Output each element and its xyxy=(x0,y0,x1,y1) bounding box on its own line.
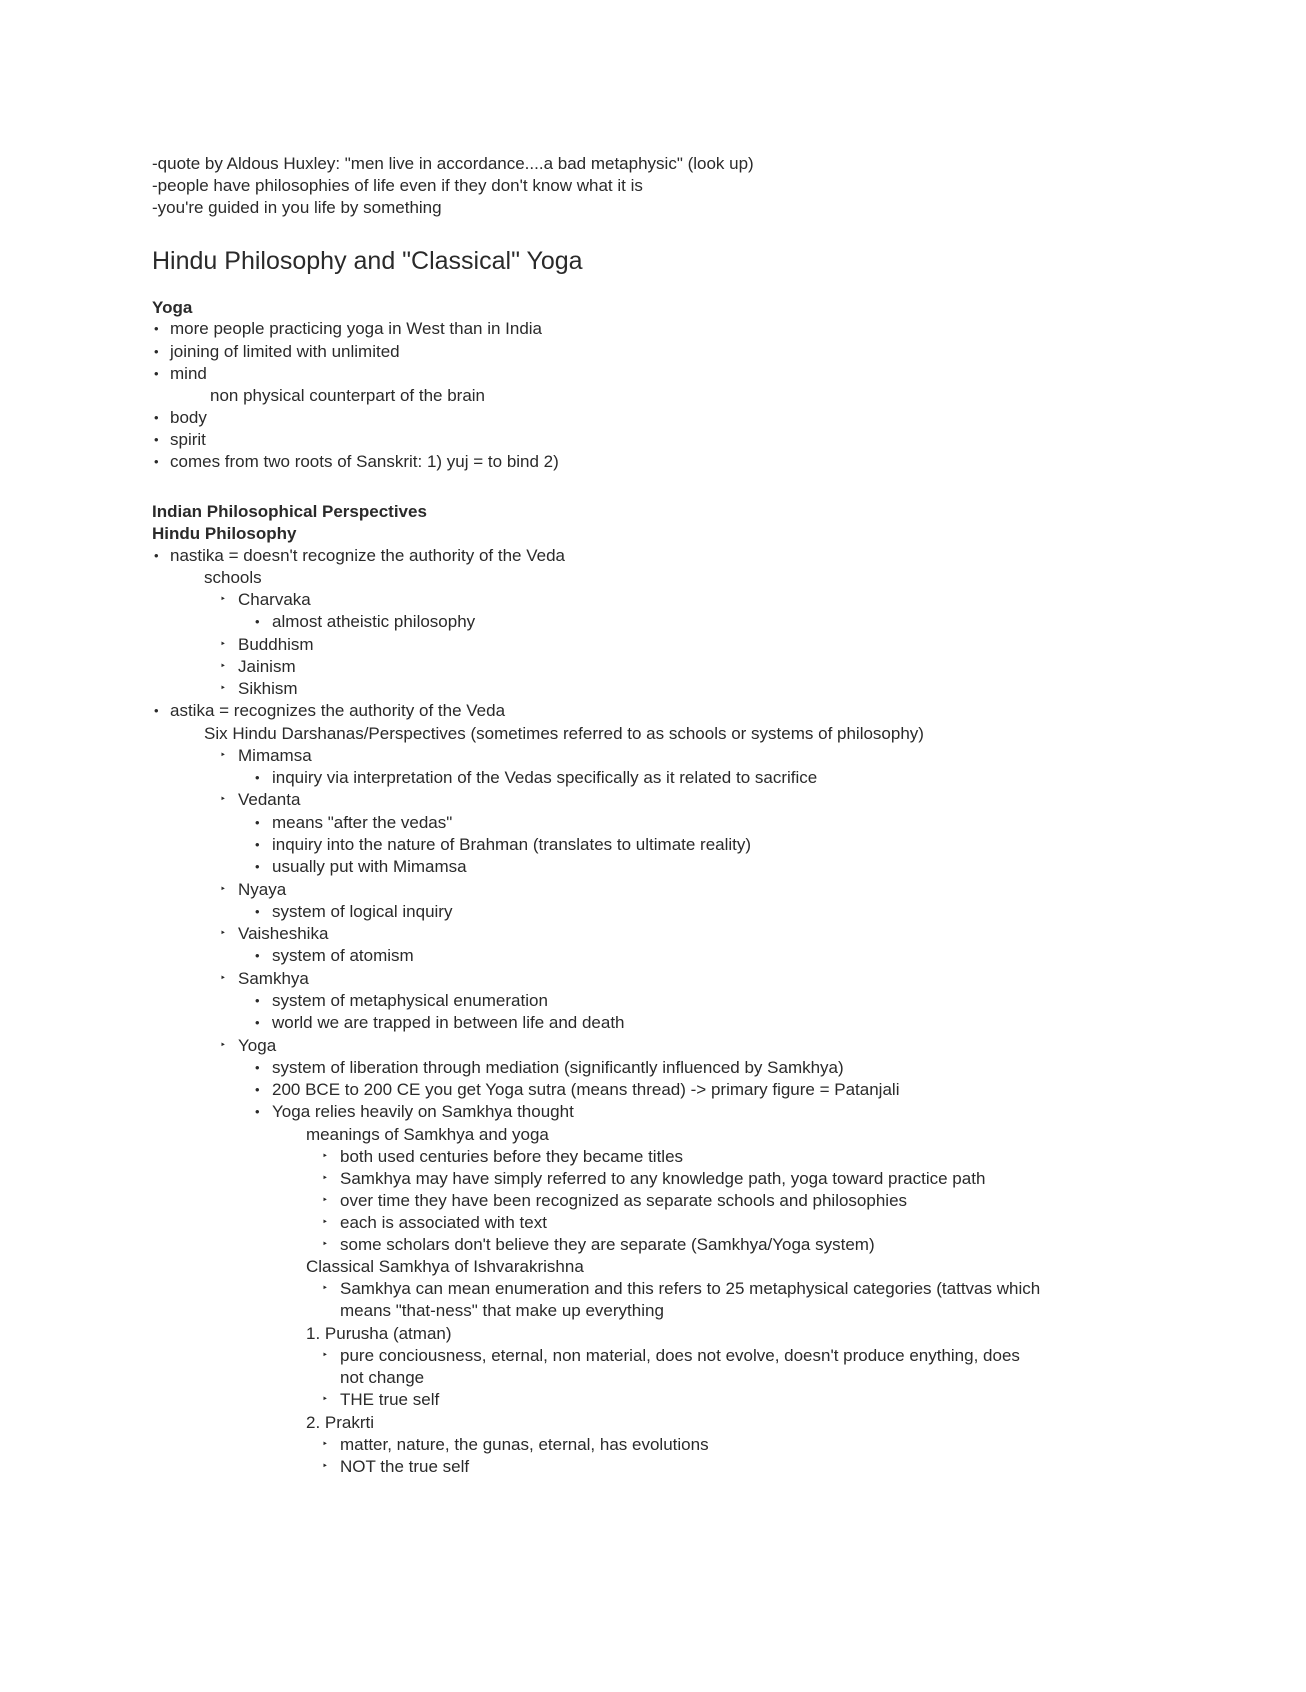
jainism-item: Jainism xyxy=(238,657,296,676)
bullet-icon: • xyxy=(154,344,159,359)
vedanta-sub-3: usually put with Mimamsa xyxy=(272,857,467,876)
triangle-bullet-icon: ‣ xyxy=(220,661,226,672)
bullet-icon: • xyxy=(255,770,260,785)
yoga-bullet-3: mind xyxy=(170,364,207,383)
astika-item: astika = recognizes the authority of the Veda xyxy=(170,701,506,720)
yoga-school-sub-3: Yoga relies heavily on Samkhya thought xyxy=(272,1102,574,1121)
yoga-bullet-1: more people practicing yoga in West than in India xyxy=(170,319,543,338)
purusha-item-2: THE true self xyxy=(340,1390,440,1409)
triangle-bullet-icon: ‣ xyxy=(322,1151,328,1162)
hindu-philosophy-heading: Hindu Philosophy xyxy=(152,524,297,543)
classical-samkhya-label: Classical Samkhya of Ishvarakrishna xyxy=(306,1257,584,1276)
bullet-icon: • xyxy=(154,548,159,563)
intro-line-1: -quote by Aldous Huxley: "men live in accordance....a bad metaphysic" (look up) xyxy=(152,154,754,173)
triangle-bullet-icon: ‣ xyxy=(322,1439,328,1450)
samkhya-item: Samkhya xyxy=(238,969,309,988)
mimamsa-item: Mimamsa xyxy=(238,746,312,765)
meanings-item-4: each is associated with text xyxy=(340,1213,547,1232)
triangle-bullet-icon: ‣ xyxy=(322,1217,328,1228)
six-darshanas-label: Six Hindu Darshanas/Perspectives (sometimes referred to as schools or systems of philosophy) xyxy=(204,724,924,743)
buddhism-item: Buddhism xyxy=(238,635,314,654)
classical-item-1b: means "that-ness" that make up everything xyxy=(340,1301,664,1320)
bullet-icon: • xyxy=(154,703,159,718)
triangle-bullet-icon: ‣ xyxy=(322,1239,328,1250)
bullet-icon: • xyxy=(255,837,260,852)
yoga-bullet-2: joining of limited with unlimited xyxy=(170,342,400,361)
bullet-icon: • xyxy=(255,859,260,874)
yoga-school-item: Yoga xyxy=(238,1036,277,1055)
bullet-icon: • xyxy=(255,1060,260,1075)
purusha-item-1a: pure conciousness, eternal, non material, does not evolve, doesn't produce enything, does xyxy=(340,1346,1020,1365)
purusha-item-1b: not change xyxy=(340,1368,425,1387)
samkhya-sub-1: system of metaphysical enumeration xyxy=(272,991,548,1010)
bullet-icon: • xyxy=(154,410,159,425)
triangle-bullet-icon: ‣ xyxy=(220,750,226,761)
samkhya-sub-2: world we are trapped in between life and death xyxy=(272,1013,625,1032)
prakrti-item-1: matter, nature, the gunas, eternal, has evolutions xyxy=(340,1435,709,1454)
yoga-bullet-3-sub: non physical counterpart of the brain xyxy=(210,386,486,405)
triangle-bullet-icon: ‣ xyxy=(220,928,226,939)
bullet-icon: • xyxy=(154,366,159,381)
purusha-label: 1. Purusha (atman) xyxy=(306,1324,452,1343)
bullet-icon: • xyxy=(255,1082,260,1097)
vedanta-item: Vedanta xyxy=(238,790,301,809)
nastika-item: nastika = doesn't recognize the authority of the Veda xyxy=(170,546,565,565)
triangle-bullet-icon: ‣ xyxy=(322,1283,328,1294)
triangle-bullet-icon: ‣ xyxy=(322,1195,328,1206)
yoga-heading: Yoga xyxy=(152,298,193,317)
yoga-bullet-6: comes from two roots of Sanskrit: 1) yuj = to bind 2) xyxy=(170,452,559,471)
meanings-item-2: Samkhya may have simply referred to any knowledge path, yoga toward practice path xyxy=(340,1169,986,1188)
mimamsa-sub-1: inquiry via interpretation of the Vedas specifically as it related to sacrifice xyxy=(272,768,818,787)
yoga-bullet-4: body xyxy=(170,408,207,427)
triangle-bullet-icon: ‣ xyxy=(322,1173,328,1184)
charvaka-item: Charvaka xyxy=(238,590,311,609)
vaisheshika-sub-1: system of atomism xyxy=(272,946,414,965)
bullet-icon: • xyxy=(154,432,159,447)
yoga-bullet-5: spirit xyxy=(170,430,206,449)
bullet-icon: • xyxy=(255,815,260,830)
vedanta-sub-1: means "after the vedas" xyxy=(272,813,453,832)
triangle-bullet-icon: ‣ xyxy=(220,794,226,805)
triangle-bullet-icon: ‣ xyxy=(220,639,226,650)
bullet-icon: • xyxy=(255,1015,260,1030)
charvaka-sub: almost atheistic philosophy xyxy=(272,612,476,631)
prakrti-item-2: NOT the true self xyxy=(340,1457,470,1476)
classical-item-1a: Samkhya can mean enumeration and this refers to 25 metaphysical categories (tattvas which xyxy=(340,1279,1041,1298)
intro-line-3: -you're guided in you life by something xyxy=(152,198,442,217)
meanings-label: meanings of Samkhya and yoga xyxy=(306,1125,549,1144)
bullet-icon: • xyxy=(154,454,159,469)
intro-line-2: -people have philosophies of life even if they don't know what it is xyxy=(152,176,643,195)
bullet-icon: • xyxy=(255,904,260,919)
vaisheshika-item: Vaisheshika xyxy=(238,924,329,943)
bullet-icon: • xyxy=(255,1104,260,1119)
triangle-bullet-icon: ‣ xyxy=(220,594,226,605)
meanings-item-1: both used centuries before they became titles xyxy=(340,1147,684,1166)
triangle-bullet-icon: ‣ xyxy=(322,1461,328,1472)
page-title: Hindu Philosophy and "Classical" Yoga xyxy=(152,247,583,275)
perspectives-heading: Indian Philosophical Perspectives xyxy=(152,502,427,521)
nyaya-item: Nyaya xyxy=(238,880,287,899)
vedanta-sub-2: inquiry into the nature of Brahman (translates to ultimate reality) xyxy=(272,835,752,854)
triangle-bullet-icon: ‣ xyxy=(220,683,226,694)
schools-label: schools xyxy=(204,568,262,587)
triangle-bullet-icon: ‣ xyxy=(220,973,226,984)
yoga-school-sub-2: 200 BCE to 200 CE you get Yoga sutra (means thread) -> primary figure = Patanjali xyxy=(272,1080,900,1099)
prakrti-label: 2. Prakrti xyxy=(306,1413,375,1432)
bullet-icon: • xyxy=(154,321,159,336)
bullet-icon: • xyxy=(255,948,260,963)
bullet-icon: • xyxy=(255,993,260,1008)
yoga-school-sub-1: system of liberation through mediation (significantly influenced by Samkhya) xyxy=(272,1058,844,1077)
triangle-bullet-icon: ‣ xyxy=(220,1040,226,1051)
nyaya-sub-1: system of logical inquiry xyxy=(272,902,453,921)
triangle-bullet-icon: ‣ xyxy=(322,1394,328,1405)
triangle-bullet-icon: ‣ xyxy=(220,884,226,895)
meanings-item-3: over time they have been recognized as separate schools and philosophies xyxy=(340,1191,908,1210)
meanings-item-5: some scholars don't believe they are separate (Samkhya/Yoga system) xyxy=(340,1235,875,1254)
sikhism-item: Sikhism xyxy=(238,679,298,698)
bullet-icon: • xyxy=(255,614,260,629)
triangle-bullet-icon: ‣ xyxy=(322,1350,328,1361)
